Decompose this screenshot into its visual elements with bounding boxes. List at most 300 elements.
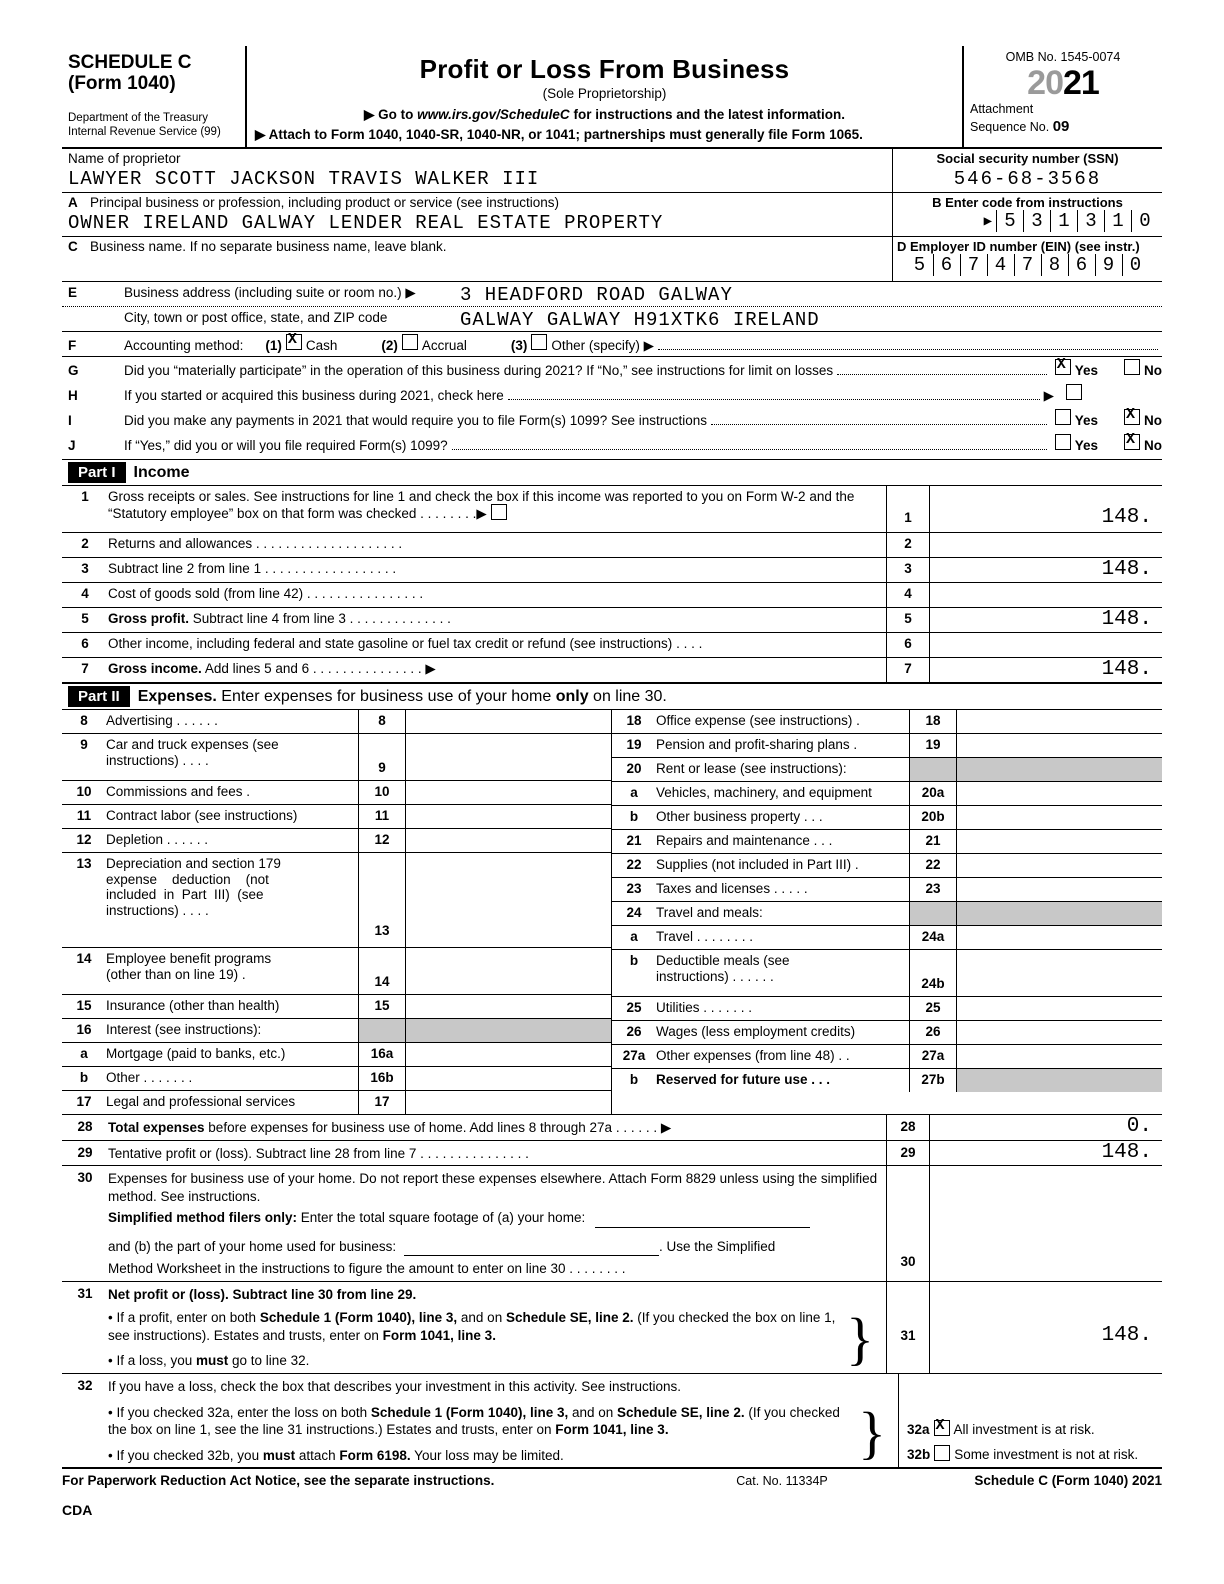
code-digit: 5 [996, 210, 1023, 232]
row-text: Utilities . . . . . . . [656, 1000, 753, 1015]
row-amount[interactable] [406, 781, 611, 804]
ssn-value[interactable]: 546-68-3568 [953, 168, 1102, 190]
all-investment-at-risk-checkbox[interactable] [934, 1420, 950, 1436]
row-amount[interactable]: 148. [929, 486, 1162, 532]
year-suffix: 21 [1063, 64, 1099, 102]
line-32-bullet-1: • If you checked 32a, enter the loss on both Schedule 1 (Form 1040), line 3, and on Schedule SE, line 2. (If you checked the box on line 1, see the line 31 instructions.) Estates and trusts, enter on Form 1041, line 3. [108, 1404, 840, 1438]
row-number: 17 [76, 1094, 92, 1109]
name-label: Name of proprietor [68, 151, 181, 166]
line-a-value[interactable]: OWNER IRELAND GALWAY LENDER REAL ESTATE PROPERTY [68, 212, 664, 234]
row-amount[interactable] [957, 782, 1162, 805]
row-text [108, 1166, 886, 1281]
row-box: 28 [886, 1115, 929, 1140]
f-opt2-label: Accrual [421, 338, 467, 353]
row-text: Other business property . . . [656, 809, 823, 824]
row-amount[interactable] [957, 950, 1162, 996]
business-city-value[interactable]: GALWAY GALWAY H91XTK6 IRELAND [460, 309, 820, 331]
expense-row [612, 1021, 1162, 1045]
row-number: a [80, 1046, 88, 1061]
row-amount[interactable] [929, 583, 1162, 607]
row-number: 28 [77, 1119, 93, 1134]
row-number: 27a [622, 1048, 646, 1063]
row-box: 22 [909, 854, 957, 877]
line-e-row [62, 282, 1162, 307]
code-digit: 3 [1077, 210, 1104, 232]
part-2-bar [62, 683, 1162, 710]
part-2-title [138, 688, 667, 706]
line-b-label: B Enter code from instructions [932, 195, 1123, 210]
line-30-worksheet: Method Worksheet in the instructions to figure the amount to enter on line 30 . . . . . . . . [108, 1261, 626, 1277]
omb-number: OMB No. 1545-0074 [1005, 50, 1121, 64]
business-sqft-input[interactable] [404, 1238, 659, 1257]
spacer [62, 307, 90, 313]
part-1-bar [62, 459, 1162, 486]
row-number: a [630, 785, 638, 800]
line-i-letter: I [68, 413, 72, 428]
dept-line2: Internal Revenue Service (99) [68, 125, 221, 138]
line-c-letter: C [68, 239, 78, 254]
line-d-label: D Employer ID number (EIN) (see instr.) [897, 239, 1140, 254]
row-box-shaded [909, 902, 957, 925]
expense-row [612, 734, 1162, 758]
row-box: 9 [358, 734, 406, 780]
expense-row [62, 710, 611, 734]
row-amount[interactable] [957, 806, 1162, 829]
expense-row [62, 1043, 611, 1067]
row-amount[interactable] [957, 734, 1162, 757]
row-amount[interactable] [929, 633, 1162, 657]
row-amount[interactable]: 148. [929, 1141, 1162, 1166]
home-sqft-input[interactable] [595, 1209, 810, 1228]
expenses-grid [62, 710, 1162, 1115]
row-amount[interactable]: 148. [929, 1282, 1162, 1373]
row-text: Advertising . . . . . . [106, 713, 218, 728]
income-row-7 [62, 658, 1162, 683]
expense-row [62, 995, 611, 1019]
row-text: Car and truck expenses (see instructions) . . . . [106, 737, 279, 768]
code-digit: 1 [1104, 210, 1131, 232]
row-box: 20b [909, 806, 957, 829]
line-e-letter: E [68, 285, 78, 300]
expense-row [612, 782, 1162, 806]
row-text: Subtract line 2 from line 1 . . . . . . . . . . . . . . . . . . [108, 561, 397, 576]
income-row-6 [62, 633, 1162, 658]
expense-row [612, 710, 1162, 734]
j-dots [452, 449, 1047, 450]
row-number: 8 [80, 713, 88, 728]
row-text: Taxes and licenses . . . . . [656, 881, 808, 896]
code-digit: 1 [1050, 210, 1077, 232]
expense-row [62, 1019, 611, 1043]
simplified-rest: Enter the total square footage of (a) your home: [297, 1210, 586, 1226]
f-opt1-num: (1) [265, 338, 282, 353]
year-prefix: 20 [1027, 64, 1063, 102]
expense-row [612, 902, 1162, 926]
i-yes-checkbox[interactable] [1055, 409, 1071, 425]
row-amount[interactable]: 148. [929, 558, 1162, 582]
line-i-text: Did you make any payments in 2021 that would require you to file Form(s) 1099? See instructions [124, 413, 708, 428]
row-text-value: Other . [106, 1070, 148, 1085]
part-2-title-main: Expenses. [137, 687, 217, 705]
row-text-value: Subtract line 2 from line 1 [108, 561, 262, 576]
expense-row [62, 829, 611, 853]
h-arrow: ▶ [1043, 388, 1054, 403]
row-amount[interactable] [406, 829, 611, 852]
row-text: Depreciation and section 179 expense deduction (not included in Part III) (see instructions) . . . . [106, 856, 281, 918]
form-identifier: Schedule C (Form 1040) 2021 [974, 1473, 1162, 1489]
form-title: Profit or Loss From Business [419, 54, 790, 84]
line-f-letter: F [68, 338, 77, 353]
g-no-checkbox[interactable] [1124, 359, 1140, 375]
dept-line1: Department of the Treasury [68, 111, 208, 124]
row-amount[interactable] [957, 997, 1162, 1020]
attachment-label: Attachment [970, 102, 1034, 116]
row-amount[interactable] [957, 710, 1162, 733]
row-text: Returns and allowances . . . . . . . . . . . . . . . . . . . . [108, 536, 403, 551]
row-number: 2 [81, 536, 89, 551]
line-d-cell [892, 237, 1162, 281]
row-number: 1 [81, 489, 89, 504]
line-32b [907, 1445, 1156, 1462]
row-number: 14 [76, 951, 92, 966]
row-text: Gross profit. Subtract line 4 from line 3 . . . . . . . . . . . . . . [108, 611, 451, 626]
row-box: 26 [909, 1021, 957, 1044]
income-row-1 [62, 486, 1162, 533]
row-text [108, 1282, 886, 1373]
f-other-checkbox[interactable] [531, 334, 547, 350]
row-number: 18 [626, 713, 642, 728]
row-amount[interactable] [406, 948, 611, 994]
line-32-bullets [108, 1400, 892, 1466]
income-row-5 [62, 608, 1162, 633]
line-h-letter: H [68, 388, 78, 403]
i-yes-label: Yes [1074, 413, 1098, 428]
row-text: Repairs and maintenance . . . [656, 833, 833, 848]
line-c-header [68, 239, 886, 254]
row-text: Office expense (see instructions) . [656, 713, 860, 728]
line-h-text: If you started or acquired this business during 2021, check here [124, 388, 504, 403]
row-text: Insurance (other than health) [106, 998, 280, 1013]
expenses-left-column [62, 710, 612, 1114]
row-number: 11 [76, 808, 92, 823]
row-amount[interactable] [406, 1043, 611, 1066]
expenses-right-column [612, 710, 1162, 1114]
line-h-row [62, 382, 1162, 407]
f-opt3-label: Other (specify) ▶ [551, 338, 655, 353]
income-row-3 [62, 558, 1162, 583]
sequence-label: Sequence No. [970, 119, 1050, 134]
expense-row [62, 948, 611, 995]
row-box: 27b [909, 1069, 957, 1092]
expense-row [62, 781, 611, 805]
line-30-para: Expenses for business use of your home. Do not report these expenses elsewhere. Attach Form 8829 unless using the simplified method. See instructions. [108, 1171, 878, 1204]
g-dots [837, 374, 1047, 375]
row-box: 19 [909, 734, 957, 757]
row-box: 16a [358, 1043, 406, 1066]
line-c-label: Business name. If no separate business name, leave blank. [90, 239, 447, 254]
line-30-partb [108, 1238, 880, 1257]
partb-tail: . Use the Simplified [658, 1238, 776, 1254]
line-32a [907, 1420, 1156, 1437]
line-a-letter: A [68, 195, 78, 210]
income-row-2 [62, 533, 1162, 558]
row-text: Other expenses (from line 48) . . [656, 1048, 850, 1063]
row-text: Cost of goods sold (from line 42) . . . . . . . . . . . . . . . . [108, 586, 424, 601]
row-text: Interest (see instructions): [106, 1022, 262, 1037]
ein-digit: 0 [1122, 254, 1149, 276]
row-text: Total expenses before expenses for business use of home. Add lines 8 through 27a . . . . . . ▶ [108, 1120, 672, 1135]
row-text: Employee benefit programs (other than on line 19) . [106, 951, 272, 982]
row-amount[interactable] [957, 1045, 1162, 1068]
form-footer [62, 1469, 1162, 1488]
h-dots [508, 399, 1040, 400]
part-2-title-sub: Enter expenses for business use of your home only on line 30. [216, 687, 667, 705]
goto-suffix: for instructions and the latest information. [573, 107, 845, 122]
expense-row [612, 830, 1162, 854]
row-box: 14 [358, 948, 406, 994]
row-text: Travel and meals: [656, 905, 763, 920]
row-number: b [629, 1072, 639, 1087]
row-text: Other . . . . . . . [106, 1070, 193, 1085]
expense-row [62, 1091, 611, 1114]
form-header [62, 46, 1162, 149]
line-28-row [62, 1115, 1162, 1141]
row-amount[interactable] [406, 1091, 611, 1114]
row-number: 12 [76, 832, 92, 847]
row-text: Travel . . . . . . . . [656, 929, 754, 944]
row-box: 4 [886, 583, 929, 607]
row-box: 31 [886, 1282, 929, 1373]
expense-row [62, 805, 611, 829]
line-32-bullet-2: • If you checked 32b, you must attach Form 6198. Your loss may be limited. [108, 1447, 564, 1463]
brace-icon: } [858, 1400, 886, 1466]
tax-year [970, 66, 1156, 100]
j-no-checkbox[interactable] [1124, 434, 1140, 450]
row-box: 23 [909, 878, 957, 901]
row-box: 5 [886, 608, 929, 632]
row-box: 7 [886, 658, 929, 682]
form-subtitle: (Sole Proprietorship) [542, 86, 667, 101]
r32b-text: Some investment is not at risk. [954, 1447, 1139, 1463]
f-accrual-checkbox[interactable] [402, 334, 418, 350]
code-digit: 0 [1131, 210, 1158, 232]
row-number: 23 [626, 881, 642, 896]
row-amount[interactable] [957, 1021, 1162, 1044]
row-amount[interactable] [929, 1166, 1162, 1281]
line-30-row [62, 1166, 1162, 1282]
row-number: 30 [77, 1170, 93, 1186]
name-ssn-row [62, 149, 1162, 193]
row-amount[interactable] [406, 853, 611, 947]
line-31-bullet-1: • If a profit, enter on both Schedule 1 (Form 1040), line 3, and on Schedule SE, line 2. (If you checked the box on line 1, see instructions). Estates and trusts, enter on Form 1041, line 3. [108, 1310, 836, 1343]
row-amount[interactable]: 0. [929, 1115, 1162, 1140]
row-amount[interactable] [957, 926, 1162, 949]
row-box: 27a [909, 1045, 957, 1068]
statutory-employee-checkbox[interactable] [491, 504, 507, 520]
row-amount[interactable] [957, 830, 1162, 853]
row-box: 18 [909, 710, 957, 733]
j-no-label: No [1144, 438, 1162, 453]
line-j-letter: J [68, 438, 76, 453]
proprietor-name-value[interactable]: LAWYER SCOTT JACKSON TRAVIS WALKER III [68, 168, 540, 190]
row-box: 29 [886, 1141, 929, 1166]
ein-digit: 6 [933, 254, 960, 276]
row-amount[interactable] [406, 805, 611, 828]
schedule-label: SCHEDULE C [68, 52, 192, 73]
row-box: 11 [358, 805, 406, 828]
row-number: b [629, 809, 639, 824]
line-j-row [62, 432, 1162, 459]
row-box: 21 [909, 830, 957, 853]
line-e-city-label: City, town or post office, state, and ZIP code [124, 310, 388, 325]
line-g-text: Did you “materially participate” in the operation of this business during 2021? If “No,” see instructions for limit on losses [124, 363, 834, 378]
g-no-label: No [1144, 363, 1162, 378]
row-amount-shaded [957, 758, 1162, 781]
row-number: 21 [626, 833, 642, 848]
row-amount[interactable] [406, 1067, 611, 1090]
part-2-tag: Part II [68, 686, 130, 707]
row-number: 24 [626, 905, 642, 920]
row-amount[interactable] [929, 533, 1162, 557]
expense-row [612, 1069, 1162, 1092]
line-c-cell [62, 237, 892, 281]
cda-mark: CDA [62, 1502, 93, 1519]
row-box: 1 [886, 486, 929, 532]
row-amount-shaded [957, 902, 1162, 925]
line-f-row [62, 332, 1162, 357]
f-cash-checkbox[interactable] [286, 334, 302, 350]
line-31-bullets [108, 1306, 880, 1372]
line-a-header [68, 195, 886, 210]
row-text: Wages (less employment credits) [656, 1024, 856, 1039]
row-text: Tentative profit or (loss). Subtract line 28 from line 7 . . . . . . . . . . . . . . . [108, 1145, 529, 1161]
row-box: 2 [886, 533, 929, 557]
form-sheet [62, 46, 1162, 1518]
income-table [62, 486, 1162, 683]
line-f-label: Accounting method: [124, 338, 244, 353]
row-number: 3 [81, 561, 89, 576]
f-opt1-label: Cash [305, 338, 338, 353]
line-29-row [62, 1141, 1162, 1167]
line-g-letter: G [68, 363, 79, 378]
row-box: 25 [909, 997, 957, 1020]
j-yes-checkbox[interactable] [1055, 434, 1071, 450]
expense-row [62, 734, 611, 781]
row-number: 10 [76, 784, 92, 799]
row-amount[interactable] [406, 710, 611, 733]
j-yes-label: Yes [1074, 438, 1098, 453]
line-30-simplified [108, 1209, 880, 1228]
ein-boxes[interactable] [897, 254, 1158, 276]
line-31-row [62, 1282, 1162, 1374]
row-box: 24a [909, 926, 957, 949]
row-amount[interactable] [957, 854, 1162, 877]
row-amount[interactable]: 148. [929, 608, 1162, 632]
line-j-text: If “Yes,” did you or will you file required Form(s) 1099? [124, 438, 448, 453]
h-checkbox[interactable] [1066, 384, 1082, 400]
i-dots [711, 424, 1047, 425]
row-text-value: Gross receipts or sales. See instructions for line 1 and check the box if this income was reported to you on Form W-2 and the “Statutory employee” box on that form was checked [108, 489, 855, 521]
attach-line: ▶ Attach to Form 1040, 1040-SR, 1040-NR, or 1041; partnerships must generally file Form 1065. [255, 127, 863, 142]
partb-label: and (b) the part of your home used for business: [108, 1238, 397, 1254]
i-no-checkbox[interactable] [1124, 409, 1140, 425]
row-text: Vehicles, machinery, and equipment [656, 785, 872, 800]
business-address-value[interactable]: 3 HEADFORD ROAD GALWAY [460, 284, 733, 306]
row-box-shaded [909, 758, 957, 781]
row-text: Other income, including federal and state gasoline or fuel tax credit or refund (see instructions) . . . . [108, 636, 703, 651]
row-number: b [79, 1070, 89, 1085]
f-opt3-num: (3) [510, 338, 528, 353]
row-text: Legal and professional services [106, 1094, 296, 1109]
row-text: Mortgage (paid to banks, etc.) [106, 1046, 286, 1061]
f-other-line[interactable] [658, 349, 1158, 350]
line-b-arrow: ▶ [983, 213, 992, 230]
g-yes-label: Yes [1074, 363, 1098, 378]
r32b-label: 32b [907, 1447, 931, 1463]
goto-url[interactable]: www.irs.gov/ScheduleC [417, 107, 570, 122]
row-text: Reserved for future use . . . [656, 1072, 831, 1087]
row-number: 25 [626, 1000, 642, 1015]
some-investment-not-at-risk-checkbox[interactable] [934, 1445, 950, 1461]
ein-digit: 9 [1095, 254, 1122, 276]
income-row-4 [62, 583, 1162, 608]
expense-row [612, 854, 1162, 878]
row-number: 32 [77, 1378, 93, 1394]
row-box-shaded [358, 1019, 406, 1042]
expense-row [612, 1045, 1162, 1069]
row-text: Pension and profit-sharing plans . [656, 737, 858, 752]
header-left [62, 46, 247, 147]
ein-digit: 6 [1068, 254, 1095, 276]
row-amount[interactable] [957, 878, 1162, 901]
row-number: 4 [81, 586, 89, 601]
ein-digit: 7 [960, 254, 987, 276]
line-32-checkbox-cell [898, 1374, 1162, 1467]
expense-row [612, 758, 1162, 782]
row-box: 30 [886, 1166, 929, 1281]
g-yes-checkbox[interactable] [1055, 359, 1071, 375]
line-32-intro: If you have a loss, check the box that describes your investment in this activity. See instructions. [108, 1379, 682, 1395]
r32a-label: 32a [907, 1422, 930, 1438]
row-number: 20 [626, 761, 642, 776]
row-amount[interactable] [406, 995, 611, 1018]
expense-row [62, 853, 611, 948]
row-text: Gross income. Add lines 5 and 6 . . . . . . . . . . . . . . . ▶ [108, 661, 436, 676]
expense-row [612, 997, 1162, 1021]
f-opt2-num: (2) [381, 338, 398, 353]
line-31-bullet-2: • If a loss, you must go to line 32. [108, 1353, 310, 1369]
row-number: 31 [77, 1285, 93, 1301]
row-amount-shaded [957, 1069, 1162, 1092]
header-right [962, 46, 1162, 147]
row-text: Rent or lease (see instructions): [656, 761, 847, 776]
line-32-row [62, 1374, 1162, 1469]
row-amount[interactable] [406, 734, 611, 780]
row-number: 19 [626, 737, 642, 752]
line-c-value[interactable] [68, 254, 886, 256]
expense-row [612, 926, 1162, 950]
row-text-value: Tentative profit or (loss). Subtract line 28 from line 7 . [108, 1145, 424, 1161]
r32a-text: All investment is at risk. [953, 1422, 1095, 1438]
line-g-row [62, 357, 1162, 382]
brace-icon: } [846, 1306, 874, 1372]
business-code-boxes[interactable] [897, 210, 1158, 232]
row-box: 12 [358, 829, 406, 852]
line-a-label: Principal business or profession, including product or service (see instructions) [90, 195, 559, 210]
row-amount[interactable]: 148. [929, 658, 1162, 682]
row-box: 15 [358, 995, 406, 1018]
row-number: 16 [76, 1022, 92, 1037]
